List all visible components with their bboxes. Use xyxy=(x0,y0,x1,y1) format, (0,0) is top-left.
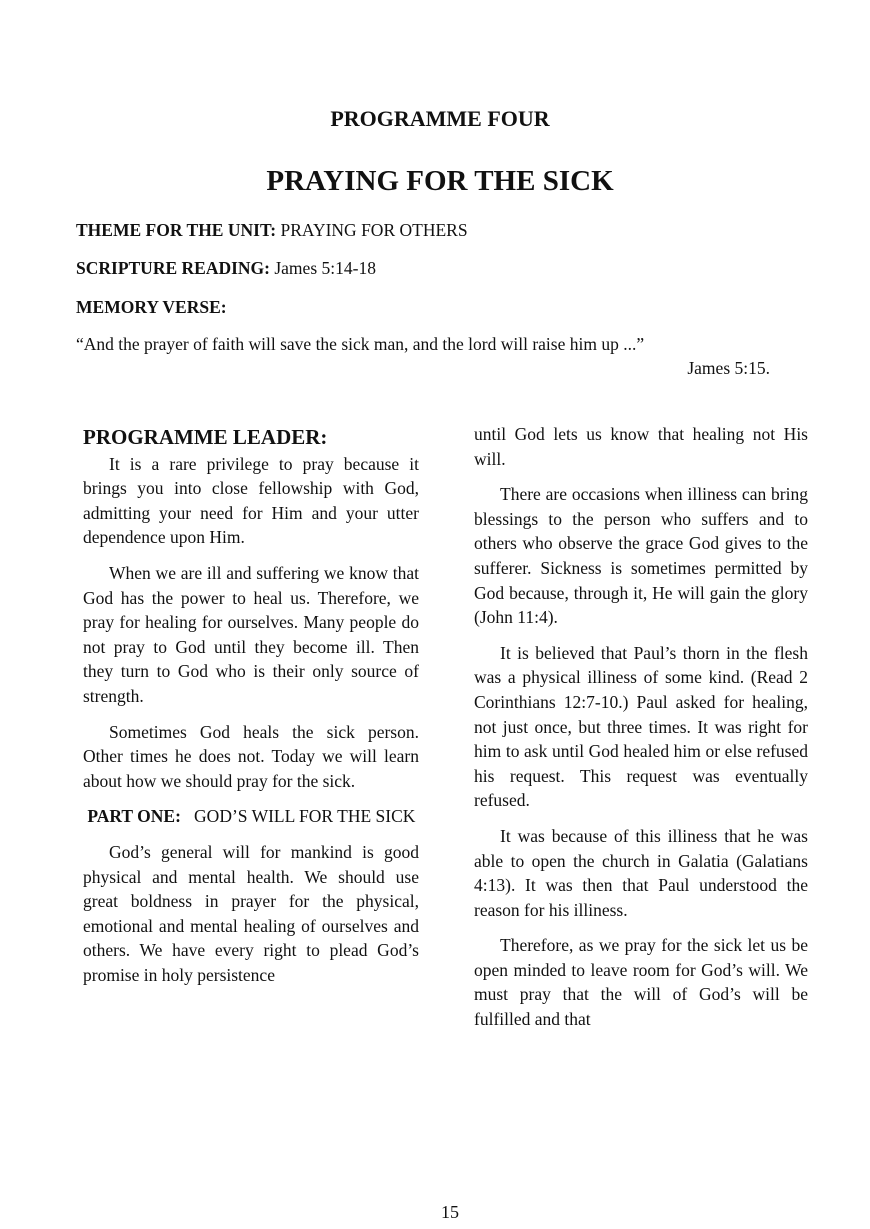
left-column xyxy=(83,425,419,998)
paragraph: God’s general will for mankind is good physical and mental health. We should use great boldness in prayer for the physical, emotional and mental healing of ourselves and others. We have every right to plead God’s promise in holy persistence xyxy=(83,841,419,985)
paragraph: It is a rare privilege to pray because it brings you into close fellowship with God, admitting your need for Him and your utter dependence upon Him. xyxy=(83,453,419,548)
part-one-label: PART ONE: xyxy=(87,806,181,827)
leader-heading: PROGRAMME LEADER: xyxy=(83,425,328,449)
paragraph: It was because of this illiness that he was able to open the church in Galatia (Galatians 4:13). It was then that Paul understood the reason for his illiness. xyxy=(474,825,808,920)
scripture-label: SCRIPTURE READING: xyxy=(76,258,270,278)
paragraph-continuation: until God lets us know that healing not His will. xyxy=(474,424,808,469)
paragraph: When we are ill and suffering we know that God has the power to heal us. Therefore, we pray for healing for ourselves. Many people do not pray to God until they become ill. Then they turn to God who is their only source of strength. xyxy=(83,562,419,706)
memory-verse-reference: James 5:15. xyxy=(687,358,770,378)
theme-label: THEME FOR THE UNIT: xyxy=(76,220,277,240)
scripture-value: James 5:14-18 xyxy=(274,258,376,278)
theme-line xyxy=(76,220,468,241)
memory-verse-label: MEMORY VERSE: xyxy=(76,297,227,317)
programme-number: PROGRAMME FOUR xyxy=(330,106,550,131)
page-number: 15 xyxy=(441,1202,459,1222)
paragraph: There are occasions when illiness can bring blessings to the person who suffers and to others who observe the grace God gives to the sufferer. Sickness is sometimes permitted by God because, through it, He will gain the glory (John 11:4). xyxy=(474,484,808,628)
memory-verse-text: “And the prayer of faith will save the sick man, and the lord will raise him up ...” xyxy=(76,334,645,354)
part-one-heading xyxy=(83,804,419,829)
paragraph: Therefore, as we pray for the sick let us be open minded to leave room for God’s will. We must pray that the will of God’s will be fulfilled and that xyxy=(474,935,808,1030)
right-column xyxy=(474,422,808,1043)
page-title: PRAYING FOR THE SICK xyxy=(266,165,614,197)
paragraph: Sometimes God heals the sick person. Other times he does not. Today we will learn about how we should pray for the sick. xyxy=(83,721,419,791)
part-one-title: GOD’S WILL FOR THE SICK xyxy=(194,806,416,827)
theme-value: PRAYING FOR OTHERS xyxy=(280,220,468,240)
scripture-line xyxy=(76,258,376,279)
paragraph: It is believed that Paul’s thorn in the flesh was a physical illiness of some kind. (Read 2 Corinthians 12:7-10.) Paul asked for healing, not just once, but three times. It was right for him to ask until God healed him or else refused his request. This request was eventually refused. xyxy=(474,642,808,811)
